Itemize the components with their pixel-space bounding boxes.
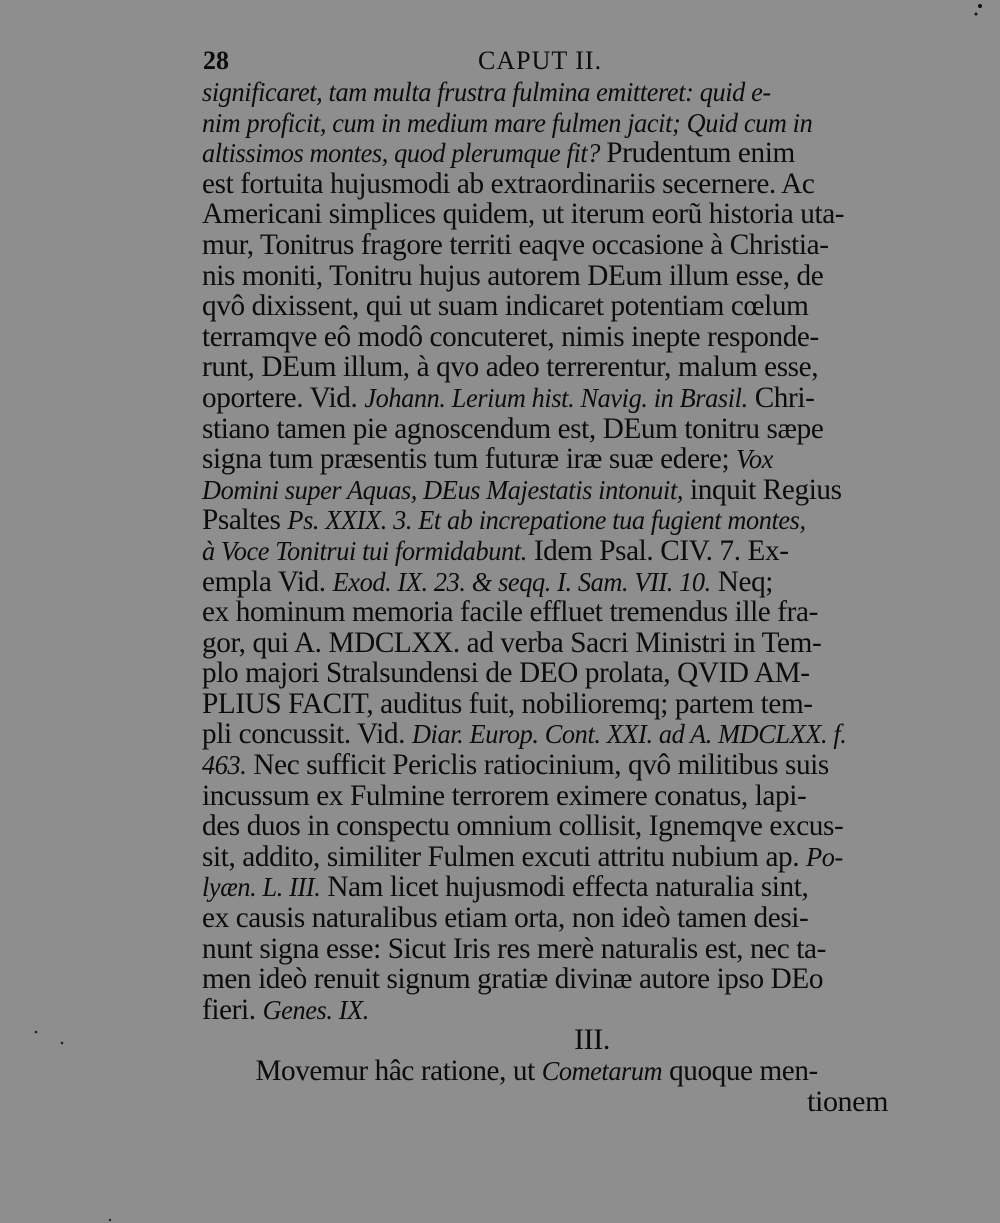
italic-text-span: Johann. Lerium hist. Navig. in Brasil. [364,382,748,413]
text-line [202,444,884,475]
italic-text-span: 463. [202,750,247,781]
roman-text-span: est fortuita hujusmodi ab extraordinariis secernere. Ac [202,166,815,200]
text-line [202,138,884,169]
text-line [202,903,884,934]
roman-text-span: incussum ex Fulmine terrorem eximere conatus, lapi- [202,778,807,812]
italic-text-span: Exod. IX. 23. & seqq. I. Sam. VII. 10. [332,566,711,597]
text-line [202,411,884,445]
text-line [202,750,884,781]
roman-text-span: Psaltes [202,503,288,537]
roman-text-span: Nec sufficit Periclis ratiocinium, qvô militibus suis [246,748,829,782]
roman-text-span: des duos in conspectu omnium collisit, Ignemqve excus- [202,809,844,843]
text-line [202,380,884,414]
text-line [202,964,884,995]
roman-text-span: runt, DEum illum, à qvo adeo terrerentur, malum esse, [202,350,819,384]
text-line [202,319,884,353]
text-line [202,686,884,720]
roman-text-span: nis moniti, Tonitru hujus autorem DEum illum esse, de [202,258,824,292]
paragraph-opening-line [202,1056,882,1087]
roman-text-span: gor, qui A. MDCLXX. ad verba Sacri Ministri in Tem- [202,625,822,659]
text-line [202,505,884,536]
text-line [202,872,884,903]
body-lines [202,77,902,1025]
roman-text-span: qvô dixissent, qui ut suam indicaret potentiam cœlum [202,289,809,323]
text-line [202,108,884,139]
roman-text-span: stiano tamen pie agnoscendum est, DEum tonitru sæpe [202,411,824,445]
catchword: tionem [807,1084,888,1118]
roman-text-span: nunt signa esse: Sicut Iris res merè naturalis est, nec ta- [202,931,826,965]
italic-text-span: Domini super Aquas, DEus Majestatis intonuit, [202,474,684,505]
roman-text-span: oportere. Vid. [202,380,365,414]
roman-text-span: signa tum præsentis tum futuræ iræ suæ edere; [202,442,737,476]
text-line [202,533,884,567]
roman-text-span: men ideò renuit signum gratiæ divinæ autore ipso DEo [202,962,824,996]
italic-text-span: altissimos montes, quod plerumque fit? [202,138,607,169]
roman-text-span: fieri. [202,992,263,1026]
text-line [202,931,884,965]
text-line [202,291,884,322]
italic-text-span: significaret, tam multa frustra fulmina emitteret: quid e- [202,77,771,107]
roman-text-span: plo majori Stralsundensi de DEO prolata, QVID AM- [202,656,810,690]
text-line [202,258,884,292]
roman-text-span: mur, Tonitrus fragore territi eaqve occasione à Christia- [202,227,829,261]
text-line [202,658,884,689]
roman-text-span: Chri- [747,380,815,414]
text-line [202,352,884,383]
page-number: 28 [203,46,229,75]
roman-text-span: inquit Regius [683,472,842,506]
text-line [202,811,884,842]
roman-text-span: Movemur hâc ratione, ut [255,1054,542,1087]
italic-text-span: Cometarum [541,1056,663,1086]
roman-text-span: PLIUS FACIT, auditus fuit, nobilioremq; partem tem- [202,686,813,720]
text-line [202,77,884,108]
roman-text-span: Idem Psal. CIV. 7. Ex- [526,533,789,567]
text-line [202,992,884,1026]
text-line [202,719,884,750]
section-number: III. [574,1023,610,1057]
italic-text-span: à Voce Tonitrui tui formidabunt. [202,535,527,566]
roman-text-span: pli concussit. Vid. [202,717,412,751]
italic-text-span: Genes. IX. [262,994,369,1025]
roman-text-span: Prudentum enim [606,136,795,170]
text-line [202,199,884,230]
text-line [202,564,884,598]
roman-text-span: ex causis naturalibus etiam orta, non ideò tamen desi- [202,901,809,935]
roman-text-span: quoque men- [662,1054,818,1087]
italic-text-span: lyæn. L. III. [202,872,321,903]
running-head: CAPUT II. [478,46,603,75]
italic-text-span: Diar. Europ. Cont. XXI. ad A. MDCLXX. f. [411,719,847,750]
italic-text-span: nim proficit, cum in medium mare fulmen jacit; Quid cum in [202,107,813,138]
text-line [202,778,884,812]
italic-text-span: Po- [806,841,843,872]
text-line [202,227,884,261]
body-text [202,77,902,1117]
text-line [202,597,884,628]
text-line [202,166,884,200]
text-line [202,839,884,873]
text-line [202,625,884,659]
italic-text-span: Vox [736,444,773,475]
roman-text-span: empla Vid. [202,564,333,598]
roman-text-span: ex hominum memoria facile effluet tremendus ille fra- [202,595,818,629]
italic-text-span: Ps. XXIX. 3. Et ab increpatione tua fugient montes, [287,505,806,536]
text-line [202,472,884,506]
roman-text-span: Americani simplices quidem, ut iterum eorũ historia uta- [202,197,845,231]
roman-text-span: terramqve eô modô concuteret, nimis inepte responde- [202,319,819,353]
roman-text-span: Neq; [710,564,774,598]
roman-text-span: Nam licet hujusmodi effecta naturalia sint, [320,870,809,904]
roman-text-span: sit, addito, similiter Fulmen excuti attritu nubium ap. [202,839,807,873]
